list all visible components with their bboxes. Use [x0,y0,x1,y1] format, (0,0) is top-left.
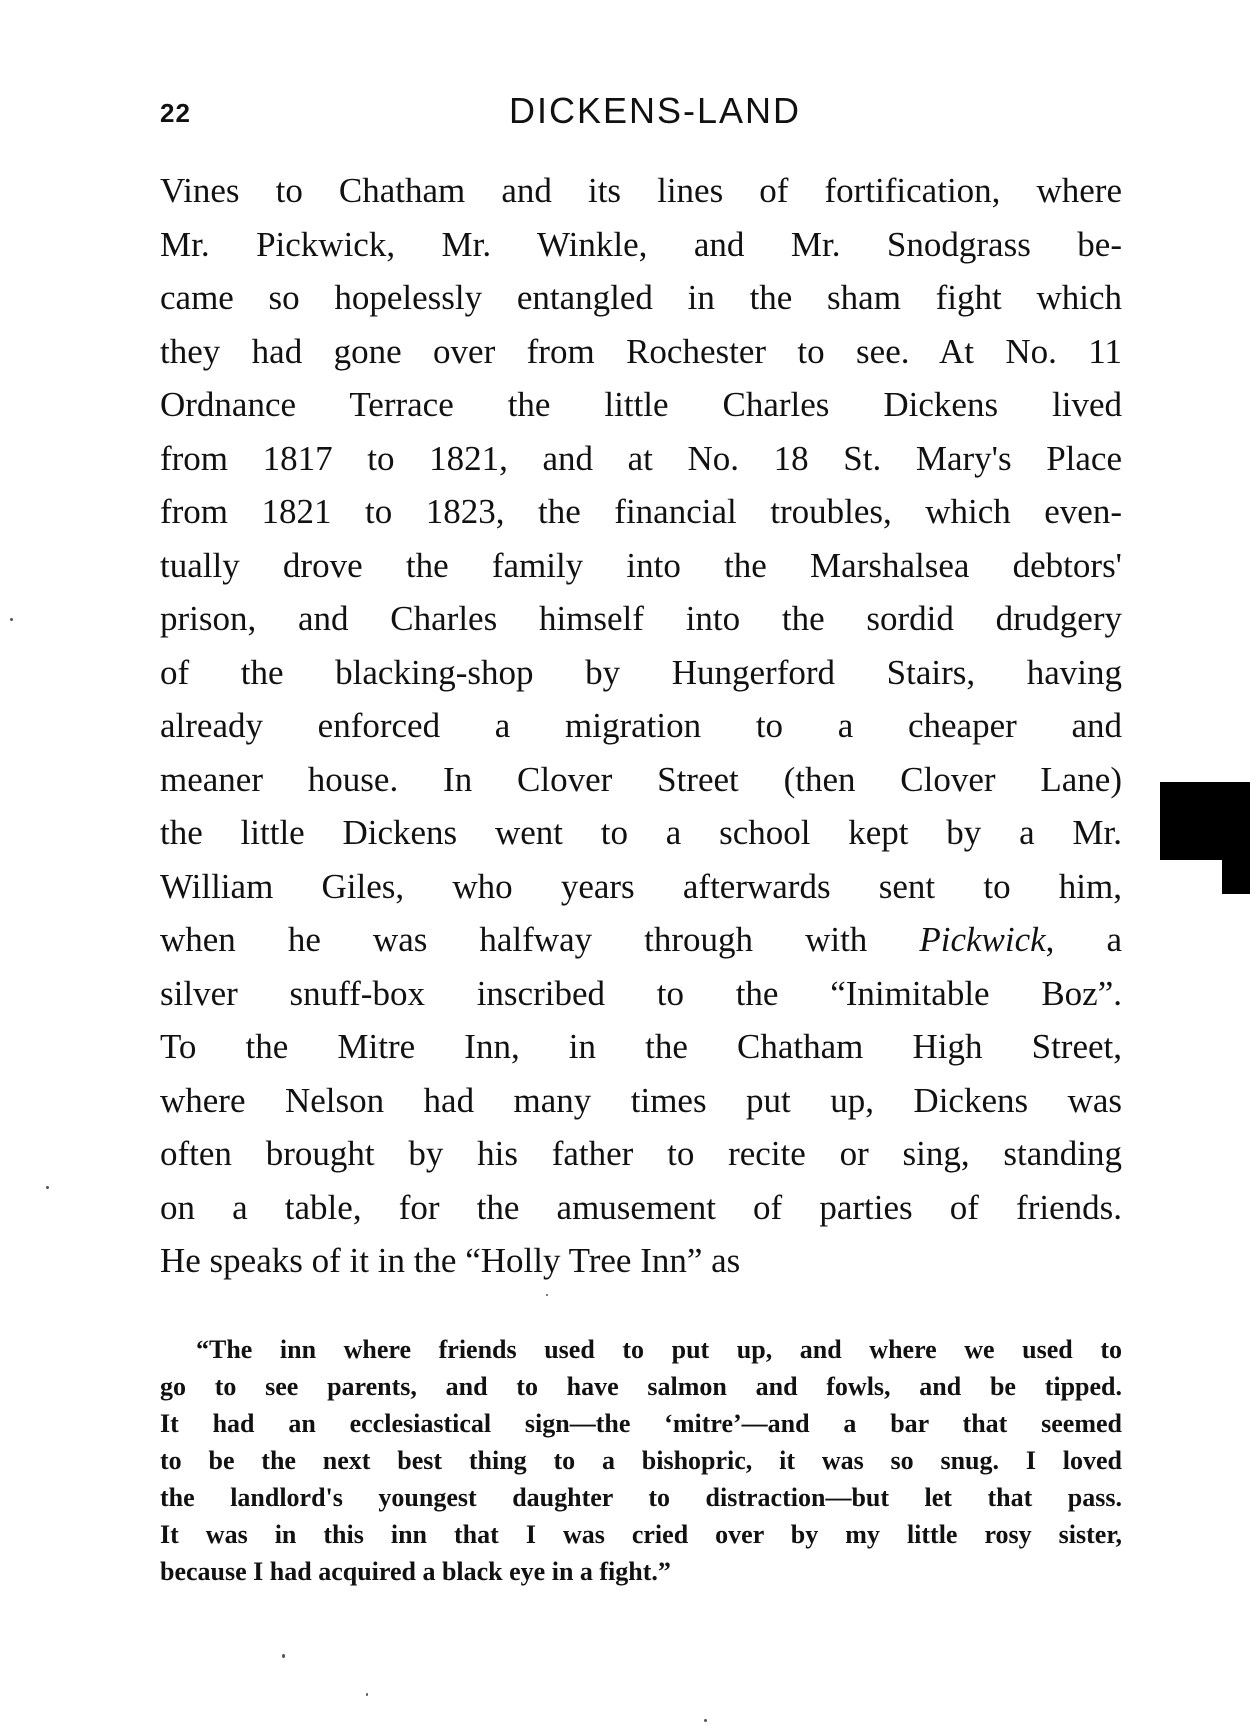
body-line: on a table, for the amusement of parties of friends. [160,1187,1122,1227]
page-header [160,90,1120,140]
body-line: To the Mitre Inn, in the Chatham High Street, [160,1027,1122,1066]
body-line: Ordnance Terrace the little Charles Dickens lived [160,385,1122,424]
body-line: He speaks of it in the “Holly Tree Inn” as [160,1241,741,1280]
book-title-italic: Pickwick [919,920,1046,959]
running-head: DICKENS-LAND [508,90,802,131]
quote-line: to be the next best thing to a bishopric, it was so snug. I loved [160,1446,1122,1475]
body-line: they had gone over from Rochester to see. At No. 11 [160,331,1122,371]
body-line: tually drove the family into the Marshalsea debtors' [160,545,1122,585]
quote-line: because I had acquired a black eye in a fight.” [160,1557,671,1586]
quote-line: “The inn where friends used to put up, and where we used to [196,1335,1122,1364]
body-line: where Nelson had many times put up, Dickens was [160,1080,1122,1120]
body-line: from 1817 to 1821, and at No. 18 St. Mary's Place [160,438,1122,478]
scan-edge-mark [1222,846,1250,894]
body-line: prison, and Charles himself into the sordid drudgery [160,599,1122,638]
scan-speck [704,1719,707,1722]
body-line: of the blacking-shop by Hungerford Stairs, having [160,652,1122,692]
body-line: Vines to Chatham and its lines of fortification, where [160,171,1122,210]
scan-edge-mark [1160,846,1222,860]
body-line-with-italic [160,913,1122,967]
quote-line: It had an ecclesiastical sign—the ‘mitre’—and a bar that seemed [160,1409,1122,1438]
body-line: silver snuff-box inscribed to the “Inimitable Boz”. [160,973,1122,1013]
scan-speck [366,1693,368,1696]
body-line: Mr. Pickwick, Mr. Winkle, and Mr. Snodgrass be- [160,224,1122,264]
body-line: meaner house. In Clover Street (then Clover Lane) [160,759,1122,799]
body-line: already enforced a migration to a cheaper and [160,706,1122,745]
body-line: came so hopelessly entangled in the sham fight which [160,278,1122,317]
scan-speck [46,1186,49,1189]
scan-speck [10,618,13,621]
body-line: from 1821 to 1823, the financial troubles, which even- [160,492,1122,531]
quote-line: go to see parents, and to have salmon and fowls, and be tipped. [160,1372,1122,1401]
scan-speck [282,1654,285,1658]
block-quote [160,1331,1122,1590]
body-line-suffix: , a [1045,920,1122,959]
body-line: often brought by his father to recite or sing, standing [160,1134,1122,1173]
scan-speck [546,1294,548,1296]
body-line-prefix: when he was halfway through with [160,920,868,959]
quote-line: It was in this inn that I was cried over by my little rosy sister, [160,1520,1122,1549]
body-paragraph [160,164,1122,1288]
quote-line: the landlord's youngest daughter to distraction—but let that pass. [160,1483,1122,1512]
body-line: the little Dickens went to a school kept by a Mr. [160,813,1122,852]
body-line: William Giles, who years afterwards sent to him, [160,866,1122,906]
scan-edge-mark [1160,782,1250,846]
page-number: 22 [160,98,191,128]
